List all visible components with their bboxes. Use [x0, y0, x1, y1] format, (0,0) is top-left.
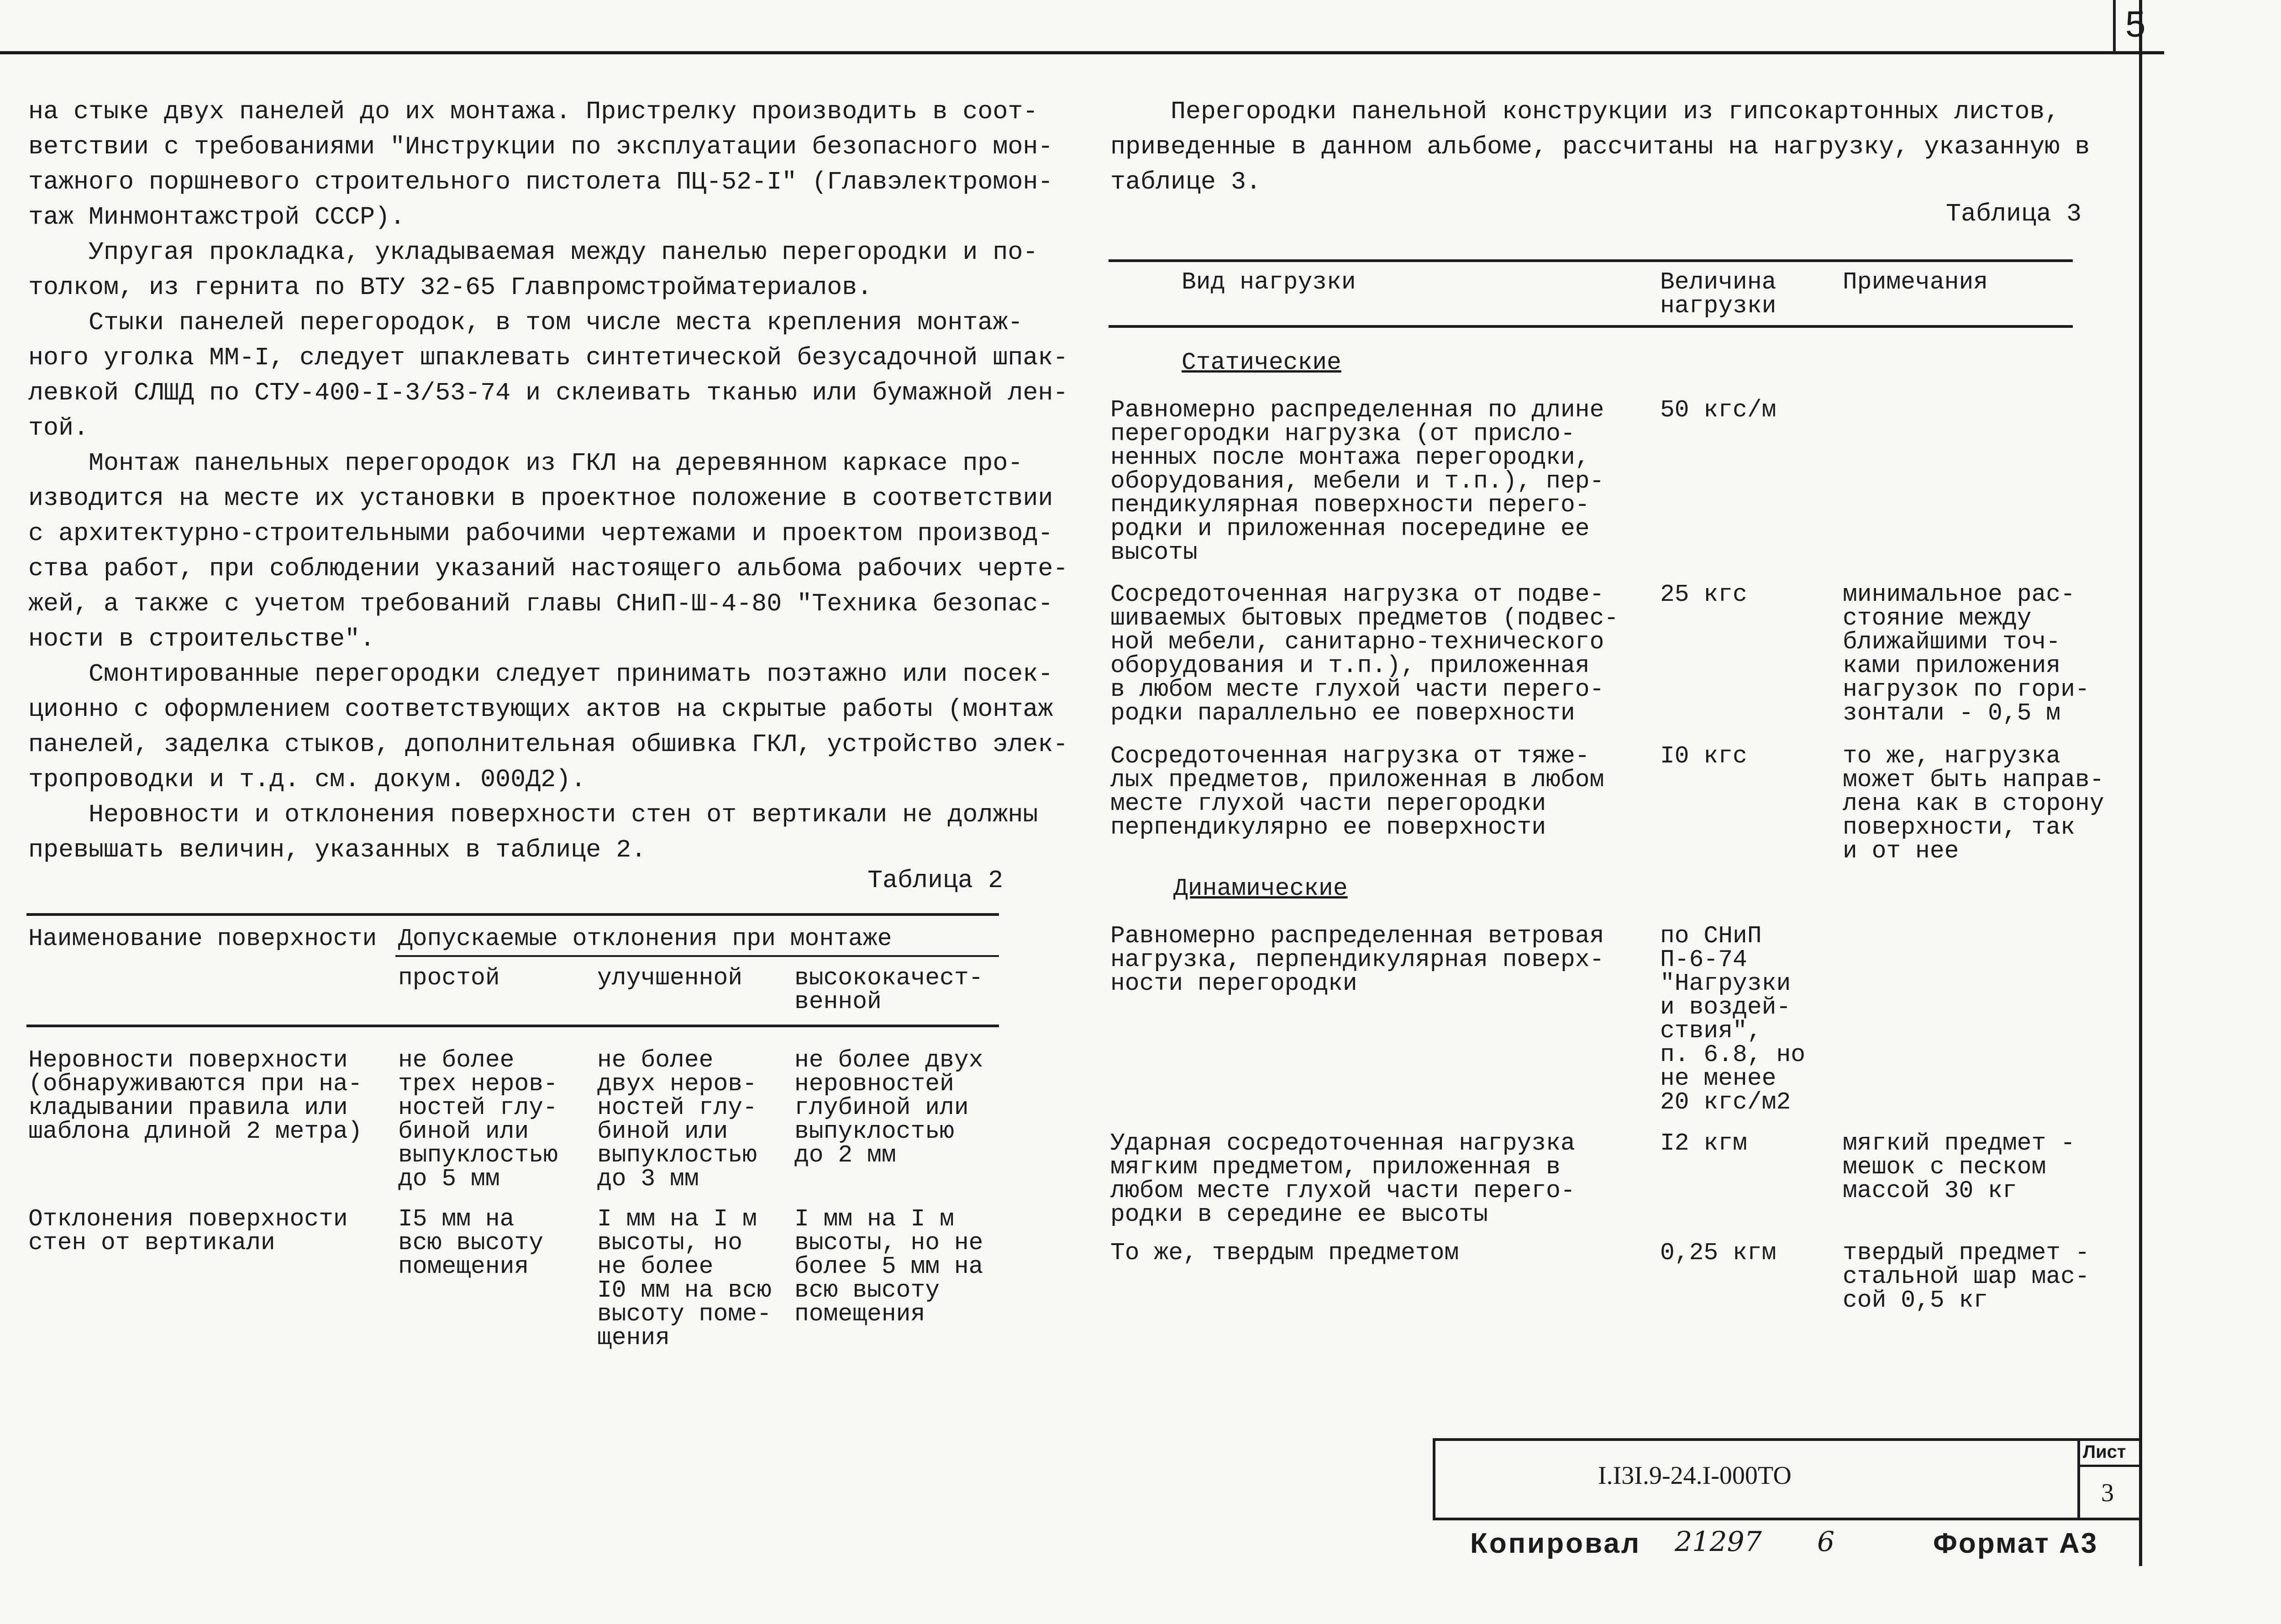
page-number-divider [2113, 0, 2116, 54]
paragraph-line: Стыки панелей перегородок, в том числе места крепления монтаж- [28, 308, 1023, 337]
table-2-header-name: Наименование поверхности [28, 925, 377, 952]
table-3-header-notes: Примечания [1843, 268, 1988, 296]
table-2-header-group: Допускаемые отклонения при монтаже [398, 925, 892, 952]
section-dynamic-heading: Динамические [1173, 875, 1348, 902]
paragraph-line: ности в строительстве". [28, 625, 375, 653]
sheet-number: 3 [2101, 1479, 2114, 1507]
paragraph-line: таж Минмонтажстрой СССР). [28, 203, 405, 231]
table-3-row-note: мягкий предмет - мешок с песком массой 30 кг [1843, 1130, 2075, 1204]
table-3-row-value: I0 кгс [1660, 742, 1747, 770]
paragraph-line: толком, из гернита по ВТУ 32-65 Главпромстройматериалов. [28, 273, 872, 302]
table-3-caption: Таблица 3 [1946, 200, 2082, 228]
document-code: I.I3I.9-24.I-000ТО [1598, 1461, 1792, 1490]
right-frame-line [2139, 0, 2142, 1566]
table-3-row-note: минимальное рас- стояние между ближайшими точ- ками приложения нагрузок по гори- зонтали - 0,5 м [1843, 581, 2090, 727]
table-2-subheader-rule [395, 955, 999, 957]
section-static-heading: Статические [1182, 349, 1341, 376]
paragraph-line: на стыке двух панелей до их монтажа. Пристрелку производить в соот- [28, 97, 1038, 126]
table-2-top-rule [26, 913, 999, 916]
paragraph-line: тропроводки и т.д. см. докум. 000Д2). [28, 765, 586, 794]
paragraph-line: превышать величин, указанных в таблице 2. [28, 836, 646, 864]
intro-line: приведенные в данном альбоме, рассчитаны на нагрузку, указанную в [1110, 132, 2090, 161]
table-3-row-type: Сосредоточенная нагрузка от тяже- лых предметов, приложенная в любом месте глухой части перегородки перпендикулярно ее поверхности [1110, 742, 1604, 841]
sheet-label-rule [2077, 1465, 2141, 1467]
table-2-sub-high: высококачест- венной [794, 964, 983, 1015]
paragraph-line: ветствии с требованиями "Инструкции по эксплуатации безопасного мон- [28, 132, 1053, 161]
table-2-header-bottom-rule [26, 1025, 999, 1027]
paragraph-line: ства работ, при соблюдении указаний настоящего альбома рабочих черте- [28, 554, 1068, 583]
table-2-caption: Таблица 2 [867, 866, 1004, 895]
table-2-row-improved: не более двух неров- ностей глу- биной или выпуклостью до 3 мм [597, 1046, 757, 1193]
table-3-row-value: I2 кгм [1660, 1130, 1747, 1157]
table-3-header-type: Вид нагрузки [1182, 268, 1356, 296]
copied-label: Копировал [1470, 1528, 1641, 1559]
table-3-row-type: Сосредоточенная нагрузка от подве- шиваемых бытовых предметов (подвес- ной мебели, санитарно-технического оборудования и т.п.), приложенная в любом месте глухой части перего- родки параллельно ее поверхности [1110, 581, 1619, 727]
paragraph-line: тажного поршневого строительного пистолета ПЦ-52-I" (Главэлектромон- [28, 168, 1053, 196]
paragraph-line: изводится на месте их установки в проектное положение в соответствии [28, 484, 1053, 513]
sheet-label: Лист [2083, 1442, 2126, 1462]
table-2-row-simple: не более трех неров- ностей глу- биной или выпуклостью до 5 мм [398, 1046, 558, 1193]
table-3-header-value: Величина нагрузки [1660, 268, 1776, 320]
table-3-row-type: Равномерно распределенная по длине перегородки нагрузка (от присло- ненных после монтажа перегородки, оборудования, мебели и т.п.), пер- пендикулярная поверхности перего- родки и приложенная посередине ее высоты [1110, 396, 1604, 566]
table-2-row-high: не более двух неровностей глубиной или выпуклостью до 2 мм [794, 1046, 983, 1169]
paragraph-line: ного уголка ММ-I, следует шпаклевать синтетической безусадочной шпак- [28, 343, 1068, 372]
table-2-row-simple: I5 мм на всю высоту помещения [398, 1205, 544, 1280]
intro-line: таблице 3. [1110, 168, 1261, 196]
paragraph-line: Упругая прокладка, укладываемая между панелью перегородки и по- [28, 238, 1038, 267]
table-3-header-bottom-rule [1109, 325, 2073, 328]
paragraph-line: Монтаж панельных перегородок из ГКЛ на деревянном каркасе про- [28, 449, 1023, 478]
table-3-row-value: по СНиП П-6-74 "Нагрузки и воздей- ствия", п. 6.8, но не менее 20 кгс/м2 [1660, 922, 1806, 1116]
table-3-row-type: Равномерно распределенная ветровая нагрузка, перпендикулярная поверх- ности перегородки [1110, 922, 1604, 997]
paragraph-line: Смонтированные перегородки следует принимать поэтажно или посек- [28, 660, 1053, 688]
table-3-row-note: твердый предмет - стальной шар мас- сой 0,5 кг [1843, 1239, 2090, 1314]
table-3-row-value: 25 кгс [1660, 581, 1747, 608]
intro-line: Перегородки панельной конструкции из гипсокартонных листов, [1110, 97, 2060, 126]
table-2-sub-simple: простой [398, 964, 500, 992]
copied-extra: 6 [1817, 1526, 1835, 1558]
paragraph-line: панелей, заделка стыков, дополнительная обшивка ГКЛ, устройство элек- [28, 730, 1068, 759]
table-3-row-note: то же, нагрузка может быть направ- лена как в сторону поверхности, так и от нее [1843, 742, 2104, 865]
table-3-top-rule [1109, 259, 2073, 262]
paragraph-line: левкой СЛШД по СТУ-400-I-3/53-74 и склеивать тканью или бумажной лен- [28, 378, 1068, 407]
table-2-row-name: Отклонения поверхности стен от вертикали [28, 1205, 348, 1256]
table-2-row-improved: I мм на I м высоты, но не более I0 мм на всю высоту поме- щения [597, 1205, 772, 1351]
table-3-row-type: Ударная сосредоточенная нагрузка мягким предметом, приложенная в любом месте глухой части перего- родки в середине ее высоты [1110, 1130, 1575, 1228]
paragraph-line: ционно с оформлением соответствующих актов на скрытые работы (монтаж [28, 695, 1053, 724]
table-3-row-value: 0,25 кгм [1660, 1239, 1776, 1267]
paragraph-line: с архитектурно-строительными рабочими чертежами и проектом производ- [28, 519, 1053, 548]
top-frame-line [0, 51, 2164, 54]
sheet-cell-divider [2077, 1438, 2080, 1520]
paragraph-line: жей, а также с учетом требований главы СНиП-Ш-4-80 "Техника безопас- [28, 589, 1053, 618]
table-2-sub-improved: улучшенной [597, 964, 743, 992]
table-3-row-type: То же, твердым предметом [1110, 1239, 1459, 1267]
format-label: Формат А3 [1933, 1528, 2098, 1559]
paragraph-line: Неровности и отклонения поверхности стен от вертикали не должны [28, 800, 1038, 829]
table-3-row-value: 50 кгс/м [1660, 396, 1776, 424]
table-2-row-high: I мм на I м высоты, но не более 5 мм на всю высоту помещения [794, 1205, 983, 1328]
paragraph-line: той. [28, 414, 89, 442]
page-number: 5 [2125, 4, 2146, 44]
copied-number: 21297 [1675, 1526, 1762, 1558]
table-2-row-name: Неровности поверхности (обнаруживаются при на- кладывании правила или шаблона длиной 2 метра) [28, 1046, 363, 1145]
